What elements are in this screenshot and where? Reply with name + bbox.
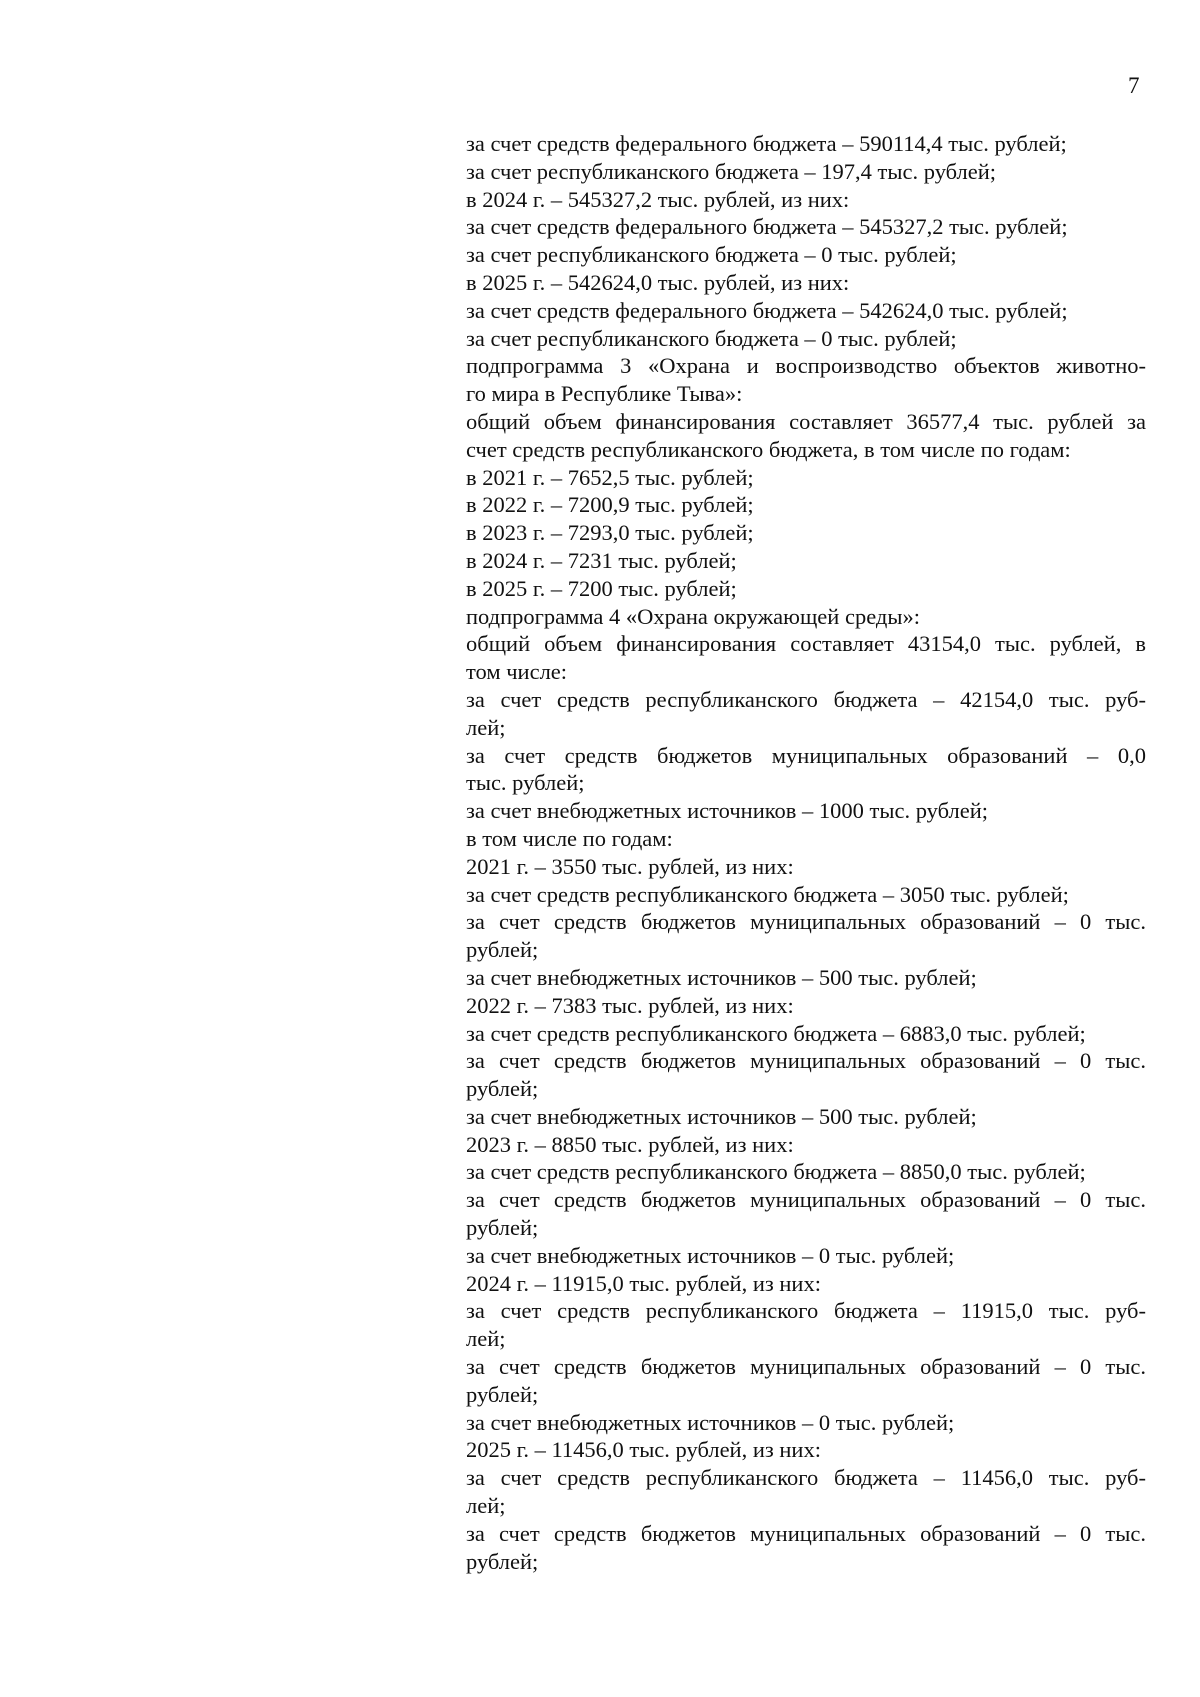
text-line: тыс. рублей; xyxy=(466,770,585,796)
text-line: в 2025 г. – 542624,0 тыс. рублей, из них: xyxy=(466,269,850,295)
document-body xyxy=(466,130,1146,1575)
text-line: рублей; xyxy=(466,1548,539,1574)
text-line: в 2024 г. – 7231 тыс. рублей; xyxy=(466,547,737,573)
text-line: общий объем финансирования составляет 36577,4 тыс. рублей за xyxy=(466,408,1146,434)
text-line: в 2021 г. – 7652,5 тыс. рублей; xyxy=(466,464,754,490)
text-line: за счет внебюджетных источников – 500 тыс. рублей; xyxy=(466,964,977,990)
text-line: в том числе по годам: xyxy=(466,825,673,851)
text-line: в 2024 г. – 545327,2 тыс. рублей, из них: xyxy=(466,186,850,212)
text-line: 2025 г. – 11456,0 тыс. рублей, из них: xyxy=(466,1437,821,1463)
text-line: за счет средств федерального бюджета – 542624,0 тыс. рублей; xyxy=(466,297,1068,323)
text-line: за счет средств бюджетов муниципальных образований – 0 тыс. xyxy=(466,909,1146,935)
text-line: том числе: xyxy=(466,659,568,685)
text-line: за счет средств республиканского бюджета – 11915,0 тыс. руб- xyxy=(466,1298,1146,1324)
text-line: за счет республиканского бюджета – 0 тыс. рублей; xyxy=(466,242,957,268)
text-line: за счет республиканского бюджета – 0 тыс. рублей; xyxy=(466,325,957,351)
text-line: лей; xyxy=(466,1326,506,1352)
text-line: за счет средств бюджетов муниципальных образований – 0 тыс. xyxy=(466,1048,1146,1074)
text-line: за счет средств республиканского бюджета – 42154,0 тыс. руб- xyxy=(466,686,1146,712)
text-line: за счет внебюджетных источников – 0 тыс. рублей; xyxy=(466,1242,955,1268)
text-line: рублей; xyxy=(466,1076,539,1102)
text-line: за счет средств бюджетов муниципальных образований – 0 тыс. xyxy=(466,1187,1146,1213)
text-line: 2024 г. – 11915,0 тыс. рублей, из них: xyxy=(466,1270,821,1296)
text-line: в 2023 г. – 7293,0 тыс. рублей; xyxy=(466,520,754,546)
text-line: за счет средств республиканского бюджета – 11456,0 тыс. руб- xyxy=(466,1465,1146,1491)
text-line: за счет внебюджетных источников – 0 тыс. рублей; xyxy=(466,1409,955,1435)
text-line: 2022 г. – 7383 тыс. рублей, из них: xyxy=(466,992,794,1018)
text-line: лей; xyxy=(466,1493,506,1519)
text-line: в 2025 г. – 7200 тыс. рублей; xyxy=(466,575,737,601)
text-line: подпрограмма 4 «Охрана окружающей среды»: xyxy=(466,603,920,629)
text-line: за счет средств бюджетов муниципальных образований – 0 тыс. xyxy=(466,1520,1146,1546)
text-line: общий объем финансирования составляет 43154,0 тыс. рублей, в xyxy=(466,631,1146,657)
text-line: за счет внебюджетных источников – 1000 тыс. рублей; xyxy=(466,798,989,824)
text-line: за счет республиканского бюджета – 197,4 тыс. рублей; xyxy=(466,158,997,184)
text-line: за счет средств федерального бюджета – 545327,2 тыс. рублей; xyxy=(466,214,1068,240)
text-line: за счет средств республиканского бюджета – 6883,0 тыс. рублей; xyxy=(466,1020,1086,1046)
text-line: подпрограмма 3 «Охрана и воспроизводство объектов животно- xyxy=(466,353,1146,379)
text-line: 2021 г. – 3550 тыс. рублей, из них: xyxy=(466,853,794,879)
text-line: счет средств республиканского бюджета, в том числе по годам: xyxy=(466,436,1071,462)
text-line: 2023 г. – 8850 тыс. рублей, из них: xyxy=(466,1131,794,1157)
text-line: за счет средств бюджетов муниципальных образований – 0 тыс. xyxy=(466,1354,1146,1380)
text-line: за счет средств республиканского бюджета – 8850,0 тыс. рублей; xyxy=(466,1159,1086,1185)
text-line: рублей; xyxy=(466,1215,539,1241)
text-line: за счет средств бюджетов муниципальных образований – 0,0 xyxy=(466,742,1146,768)
text-line: рублей; xyxy=(466,937,539,963)
text-line: го мира в Республике Тыва»: xyxy=(466,381,743,407)
text-line: рублей; xyxy=(466,1381,539,1407)
text-line: лей; xyxy=(466,714,506,740)
text-line: за счет внебюджетных источников – 500 тыс. рублей; xyxy=(466,1103,977,1129)
text-line: за счет средств республиканского бюджета – 3050 тыс. рублей; xyxy=(466,881,1069,907)
page-number: 7 xyxy=(1128,73,1140,98)
text-line: в 2022 г. – 7200,9 тыс. рублей; xyxy=(466,492,754,518)
text-line: за счет средств федерального бюджета – 590114,4 тыс. рублей; xyxy=(466,131,1067,156)
